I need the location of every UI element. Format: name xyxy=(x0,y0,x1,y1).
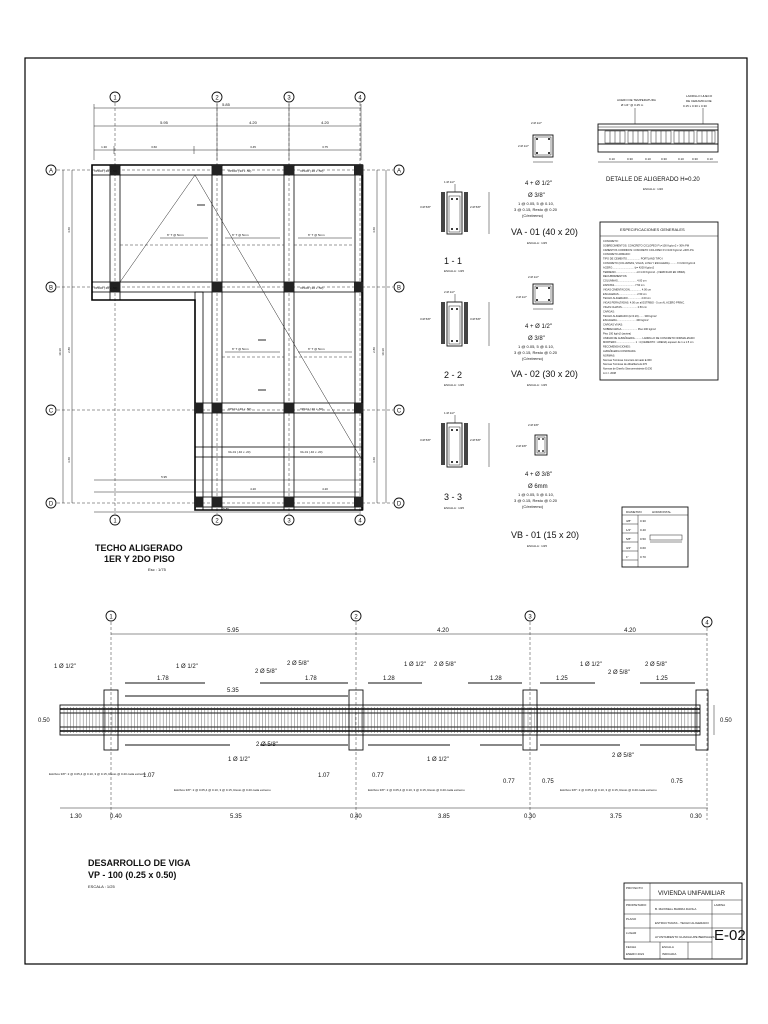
beam-bars: 4 + Ø 1/2" xyxy=(525,181,552,187)
tb-place: AYUNTAMIENTO GUADALUPE BERNALES xyxy=(655,935,715,939)
spec-line: Normas Técnicas de Albañilería E.070 xyxy=(603,363,648,367)
beam-elevation xyxy=(38,611,732,889)
section-rebar-top: 1 Ø 1/2" xyxy=(444,411,455,415)
slab-dim: 0.10 xyxy=(678,157,684,161)
section-scale: ESCALA : 1/25 xyxy=(444,506,465,510)
beam-scale: ESCALA : 1/25 xyxy=(527,383,548,387)
temp-steel-label-1: ACERO DE TEMPERATURA xyxy=(617,98,656,102)
plan-subtitle: 1ER Y 2DO PISO xyxy=(104,554,175,564)
elev-axis-label: 2 xyxy=(354,614,358,621)
beam-spec-3: (C/extremo) xyxy=(522,213,544,218)
top-total-dim: 5.85 xyxy=(222,102,230,107)
tb-project: VIVIENDA UNIFAMILIAR xyxy=(658,891,726,897)
section-rebar-right: 2 Ø 5/8" xyxy=(470,438,481,442)
elev-top-length: 1.25 xyxy=(556,676,568,682)
axis-label: 1 xyxy=(113,95,117,102)
elev-span-2: 4.20 xyxy=(437,628,449,634)
general-specifications xyxy=(600,222,718,380)
beam-rebar-side: 2 Ø 3/8" xyxy=(516,444,527,448)
beam-stirrup: Ø 3/8" xyxy=(528,193,545,199)
stirrup-note: Estribos 3/8": 2 @ 0.05,4 @ 0.10, 3 @ 0.15, Resto @ 0.20 cada extremo xyxy=(560,788,657,792)
brick-label-1: LADRILLO HUECO xyxy=(686,94,713,98)
elev-axis-label: 4 xyxy=(705,620,709,627)
beam-rebar-side: 2 Ø 1/2" xyxy=(516,295,527,299)
elev-bottom-dim: 5.35 xyxy=(230,814,242,820)
slab-dim: 0.10 xyxy=(645,157,651,161)
elev-bottom-length: 1.07 xyxy=(318,773,330,779)
spec-line: TECHO ALIGERADO (H=0.20)....... 300 kg/m2 xyxy=(603,314,657,318)
plan-scale: Esc : 1/75 xyxy=(148,567,166,572)
beam-spec-2: 3 @ 0.15, Resto @ 0.20 xyxy=(514,207,558,212)
brick-blocks xyxy=(605,131,715,143)
elev-bottom-length: 0.75 xyxy=(542,779,554,785)
elev-bottom-dim: 0.40 xyxy=(110,814,122,820)
tb-plan: ESTRUCTURAS - TECHO ALIGERADO xyxy=(655,921,709,925)
beam-name: VA - 01 (40 x 20) xyxy=(511,227,578,237)
splice-diameter: 3/4" xyxy=(626,546,632,550)
top-span-1: 5.95 xyxy=(160,120,168,125)
joist-label: 6" T @ 5mm xyxy=(167,233,184,237)
tb-place-label: LUGAR xyxy=(626,931,637,935)
splice-rows xyxy=(622,519,646,560)
tb-scale-label: ESCALA xyxy=(662,945,674,949)
elev-top-bar: 2 Ø 5/8" xyxy=(608,670,630,676)
stirrup-note: Estribos 3/8": 2 @ 0.05,4 @ 0.10, 3 @ 0.15, Resto @ 0.20 cada extremo xyxy=(49,772,146,776)
spec-lines xyxy=(603,239,696,375)
section-rebar-left: 3 Ø 5/8" xyxy=(420,317,431,321)
beam-rebar-top: 2 Ø 3/8" xyxy=(528,423,539,427)
slab-detail-title: DETALLE DE ALIGERADO H=0.20 xyxy=(606,177,700,183)
bottom-span-3: 4.20 xyxy=(322,487,328,491)
axis-label: A xyxy=(396,168,402,175)
axis-label: 4 xyxy=(358,518,362,525)
elev-top-bar: 1 Ø 1/2" xyxy=(580,662,602,668)
beam-section-va-01 xyxy=(511,121,578,245)
spec-line: TECHO ALIGERADO.................. 2.00 cm xyxy=(603,297,651,301)
beam-stirrup: Ø 6mm xyxy=(528,484,548,490)
elev-bottom-bar: 2 Ø 5/8" xyxy=(256,742,278,748)
beam-spec-2: 3 @ 0.15, Resto @ 0.20 xyxy=(514,498,558,503)
elev-bottom-dim: 0.40 xyxy=(350,814,362,820)
beam-spec-3: (C/extremo) xyxy=(522,356,544,361)
elev-bottom-bar: 2 Ø 5/8" xyxy=(612,753,634,759)
axis-label: 4 xyxy=(358,95,362,102)
slab-dim: 0.30 xyxy=(661,157,667,161)
beam-section-va-02 xyxy=(511,275,578,387)
elevation-title: DESARROLLO DE VIGA xyxy=(88,858,191,868)
spec-line: ZAPATAS............................ 7.50 cm xyxy=(603,284,645,287)
slab-dim: 0.10 xyxy=(609,157,615,161)
elev-top-length: 5.35 xyxy=(227,688,239,694)
spec-line: SOBRECARGA...................... Piso 200 kg/m2 xyxy=(603,328,656,331)
splice-length: 0.70 xyxy=(640,555,646,559)
slab-dim: 0.30 xyxy=(627,157,633,161)
joist-label: 6" T @ 5mm xyxy=(232,347,249,351)
elev-top-length: 1.78 xyxy=(305,676,317,682)
axis-label: C xyxy=(48,408,54,415)
brick-label-2: DE CERAMICA DE xyxy=(686,99,712,103)
section-1-1 xyxy=(420,180,489,273)
elev-bottom-dim: 0.30 xyxy=(524,814,536,820)
elev-bottom-dim: 3.75 xyxy=(610,814,622,820)
elev-height-right: 0.50 xyxy=(720,718,732,724)
stirrup-note: Estribos 3/8": 2 @ 0.05,4 @ 0.10, 3 @ 0.15, Resto @ 0.20 cada extremo xyxy=(174,788,271,792)
spec-line: CONCRETO (COLUMNAS, VIGAS, LOSA Y ESCALERA).......... f'c=210 Kg/cm2 xyxy=(603,262,696,265)
spec-line: UNIDAD DE ALBAÑILERIA.......... LADRILLO DE CONCRETO NORMALIZADO xyxy=(603,336,695,340)
tb-owner-label: PROPIETARIO xyxy=(626,903,647,907)
bottom-total-dim: 5.85 xyxy=(223,507,229,511)
spec-line: CARGAS VIVAS: xyxy=(603,323,623,327)
spec-line: CONCRETO ARMADO: xyxy=(603,253,631,257)
axis-label: 3 xyxy=(287,518,291,525)
splice-length: 0.60 xyxy=(640,546,646,550)
section-rebar-right: 2 Ø 5/8" xyxy=(470,205,481,209)
beam-label: VP100 (.30 x .50) xyxy=(228,169,252,173)
beam-label: VP100 (.30 x .50) xyxy=(300,169,324,173)
elev-bottom-length: 0.77 xyxy=(372,773,384,779)
section-scale: ESCALA : 1/25 xyxy=(444,269,465,273)
section-cut-label: 1 - 1 xyxy=(444,256,463,266)
slab-dim: 0.30 xyxy=(692,157,698,161)
beam-label: VP100 (.30 x .50) xyxy=(94,286,118,290)
elevation-subtitle: VP - 100 (0.25 x 0.50) xyxy=(88,870,177,880)
right-dim-2: 2.80 xyxy=(372,347,376,353)
joist-label: 6" T @ 5mm xyxy=(308,347,325,351)
splice-header-diameter: DIAMETRO xyxy=(626,510,642,514)
top-sub-3: 3.45 xyxy=(250,145,256,149)
axis-label: 2 xyxy=(215,95,219,102)
splice-length: 0.50 xyxy=(640,537,646,541)
spec-line: MORTERO.......................... 1 : 4 (CEMENTO : ARENA) espesor de 1 a 1.5 cm xyxy=(603,341,694,345)
splice-header-horizontal: HORIZONTAL xyxy=(652,510,672,514)
splice-diameter: 1/2" xyxy=(626,528,632,532)
elev-bottom-length: 0.75 xyxy=(671,779,683,785)
axis-label: B xyxy=(48,285,54,292)
spec-line: TIPO DE CEMENTO.................. PORTLAND TIPO I xyxy=(603,257,663,261)
beam-spec-1: 1 @ 0.05, 5 @ 0.10, xyxy=(518,344,554,349)
spec-line: CONCRETO: xyxy=(603,240,619,243)
stirrup-note: Estribos 3/8": 2 @ 0.05,4 @ 0.10, 3 @ 0.15, Resto @ 0.20 cada extremo xyxy=(368,788,465,792)
title-block xyxy=(624,883,746,959)
section-scale: ESCALA : 1/25 xyxy=(444,383,465,387)
elev-top-bar: 1 Ø 1/2" xyxy=(54,664,76,670)
section-rebar-left: 3 Ø 5/8" xyxy=(420,438,431,442)
spec-line: Normas de Diseño Sismorresistente E.030 xyxy=(603,367,653,371)
top-sub-2: 3.60 xyxy=(151,145,157,149)
section-rebar-left: 3 Ø 5/8" xyxy=(420,205,431,209)
beam-label: VP101 (.30 x .50) xyxy=(300,407,324,411)
axis-label: B xyxy=(396,285,402,292)
splice-diameter: 5/8" xyxy=(626,537,632,541)
bottom-span-2: 4.20 xyxy=(250,487,256,491)
left-dim-3: 3.60 xyxy=(67,457,71,463)
top-sub-1: 1.30 xyxy=(101,145,107,149)
axis-label: C xyxy=(396,408,402,415)
beam-scale: ESCALA : 1/25 xyxy=(527,544,548,548)
elev-top-bar: 2 Ø 5/8" xyxy=(287,661,309,667)
beam-label: VP100 (.30 x .50) xyxy=(94,169,118,173)
beam-spec-2: 3 @ 0.15, Resto @ 0.20 xyxy=(514,350,558,355)
axis-label: 2 xyxy=(215,518,219,525)
specs-title: ESPECIFICACIONES GENERALES xyxy=(620,227,685,232)
slab-plan xyxy=(46,92,404,572)
elev-top-length: 1.25 xyxy=(656,676,668,682)
right-dim-3: 3.60 xyxy=(372,457,376,463)
spec-line: A.C.I. 2008 xyxy=(603,372,616,375)
axis-label: D xyxy=(396,501,402,508)
spec-line: VIGAS CIMENTACION................ 4.00 cm xyxy=(603,288,652,292)
top-sub-4: 3.75 xyxy=(322,145,328,149)
beam-label: VA-01 (.40 x .20) xyxy=(228,450,251,454)
splice-length: 0.40 xyxy=(640,528,646,532)
left-total-dim: 10.30 xyxy=(58,348,62,356)
beam-stirrup: Ø 3/8" xyxy=(528,336,545,342)
tb-project-label: PROYECTO xyxy=(626,886,643,890)
elev-span-1: 5.95 xyxy=(227,628,239,634)
elev-height-left: 0.50 xyxy=(38,718,50,724)
elevation-scale: ESCALA : 1/25 xyxy=(88,884,115,889)
tb-plan-label: PLANO xyxy=(626,917,637,921)
elev-bottom-length: 0.77 xyxy=(503,779,515,785)
section-rebar-right: 3 Ø 5/8" xyxy=(470,317,481,321)
section-2-2 xyxy=(420,290,489,387)
beam-spec-1: 1 @ 0.05, 5 @ 0.10, xyxy=(518,492,554,497)
beam-label: VP101 (.30 x .50) xyxy=(228,407,252,411)
elev-top-bar: 2 Ø 5/8" xyxy=(255,669,277,675)
spec-line: VIGAS PERALTADAS: 4.00 cm al ESTRIBO - 5 cm AL ACERO PRINC. xyxy=(603,301,685,305)
beam-bars: 4 + Ø 3/8" xyxy=(525,472,552,478)
joist-label: 6" T @ 5mm xyxy=(308,233,325,237)
elev-bottom-dim: 3.85 xyxy=(438,814,450,820)
spec-line: CARGAS: xyxy=(603,310,615,314)
tb-owner: B. MAXWELL BARRIA DAVILA xyxy=(655,907,697,911)
tb-date-label: FECHA xyxy=(626,945,637,949)
elev-span-3: 4.20 xyxy=(624,628,636,634)
beam-bars: 4 + Ø 1/2" xyxy=(525,324,552,330)
spec-line: RECOMENDACIONES: xyxy=(603,345,631,349)
beam-spec-1: 1 @ 0.05, 5 @ 0.10, xyxy=(518,201,554,206)
elev-bottom-dim: 1.30 xyxy=(70,814,82,820)
slab-detail-scale: ESCALA : 1/20 xyxy=(643,187,664,191)
spec-line: CIMIENTOS CORRIDOS: CONCRETO CICLOPEO F'c=100 Kg/cm2 +30% PG xyxy=(603,248,694,252)
elev-bottom-length: 1.07 xyxy=(143,773,155,779)
tb-date: ENERO 2021 xyxy=(626,952,645,956)
elev-top-bar: 1 Ø 1/2" xyxy=(176,664,198,670)
splice-diameter: 1" xyxy=(626,555,629,559)
plan-title: TECHO ALIGERADO xyxy=(95,543,183,553)
spec-line: ALBAÑILERIA CONFINADA xyxy=(603,350,636,353)
section-3-3 xyxy=(420,411,489,510)
axis-label: D xyxy=(48,501,54,508)
spec-line: Normas Técnicas Concreto Armado E.060 xyxy=(603,358,652,362)
beam-name: VA - 02 (30 x 20) xyxy=(511,369,578,379)
section-rebar-top: 1 Ø 1/2" xyxy=(444,180,455,184)
spec-line: TERRENO............................ σt=1.00 Kg/cm2 - (VERIFICAR EN OBRA) xyxy=(603,270,686,274)
elev-top-bar: 2 Ø 5/8" xyxy=(645,662,667,668)
beam-name: VB - 01 (15 x 20) xyxy=(511,530,580,540)
axis-label: 1 xyxy=(113,518,117,525)
spec-line: Piso 100 kg/m2 (azotea) xyxy=(603,332,632,336)
elev-top-bar: 2 Ø 5/8" xyxy=(434,662,456,668)
spec-line: SOBRECIMIENTOS: CONCRETO CICLOPEO F'c=100 Kg/cm2 + 30% PM xyxy=(603,244,690,248)
right-total-dim: 10.30 xyxy=(381,348,385,356)
bottom-span-1: 5.95 xyxy=(161,475,167,479)
beam-label: VP100 (.30 x .50) xyxy=(300,286,324,290)
beam-rebar-side: 2 Ø 1/2" xyxy=(518,144,529,148)
elev-bottom-dim: 0.30 xyxy=(690,814,702,820)
elev-axis-label: 1 xyxy=(109,614,113,621)
section-rebar-top: 2 Ø 1/2" xyxy=(444,290,455,294)
tb-sheet-label: LAMINA xyxy=(714,903,726,907)
beam-label: VA-01 (.40 x .20) xyxy=(300,450,323,454)
elev-top-length: 1.28 xyxy=(490,676,502,682)
left-dim-2: 2.80 xyxy=(67,347,71,353)
spec-line: COLUMNAS.......................... 4.00 cm xyxy=(603,279,647,283)
spec-line: ESCALERAS......................... 2.50 cm xyxy=(603,292,647,296)
beam-spec-3: (C/extremo) xyxy=(522,504,544,509)
beam-scale: ESCALA : 1/25 xyxy=(527,241,548,245)
section-cut-label: 3 - 3 xyxy=(444,492,463,502)
splice-table xyxy=(622,507,688,567)
top-span-3: 4.20 xyxy=(321,120,329,125)
elev-top-length: 1.78 xyxy=(157,676,169,682)
spec-line: VIGAS CHATAS..................... 2.50 cm xyxy=(603,306,647,309)
elev-top-bar: 1 Ø 1/2" xyxy=(404,662,426,668)
section-cut-label: 2 - 2 xyxy=(444,370,463,380)
spec-line: ESCALERA.......................... 400 kg/m2 xyxy=(603,319,649,323)
elev-axis-label: 3 xyxy=(528,614,532,621)
spec-line: NORMAS: xyxy=(603,354,616,358)
beam-rebar-top: 2 Ø 1/2" xyxy=(528,275,539,279)
splice-diameter: 3/8" xyxy=(626,519,632,523)
splice-length: 0.30 xyxy=(640,519,646,523)
slab-detail xyxy=(598,94,718,191)
axis-label: A xyxy=(48,168,54,175)
elev-bottom-bar: 1 Ø 1/2" xyxy=(228,757,250,763)
spec-line: RECUBRIMIENTOS: xyxy=(603,275,628,279)
right-dim-1: 4.60 xyxy=(372,227,376,233)
tb-scale: INDICADA xyxy=(662,952,677,956)
spec-line: ACERO.............................. fy= 4200 Kg/cm2 xyxy=(603,266,655,270)
axis-label: 3 xyxy=(287,95,291,102)
top-span-2: 4.20 xyxy=(249,120,257,125)
left-dim-1: 4.60 xyxy=(67,227,71,233)
beam-rebar-top: 2 Ø 1/2" xyxy=(531,121,542,125)
slab-dim: 0.10 xyxy=(707,157,713,161)
beam-section-vb-01 xyxy=(511,423,579,548)
stirrups xyxy=(64,707,698,733)
elev-bottom-bar: 1 Ø 1/2" xyxy=(427,757,449,763)
joist-label: 6" T @ 5mm xyxy=(232,233,249,237)
elev-top-length: 1.28 xyxy=(383,676,395,682)
brick-label-3: 0.15 x 0.30 x 0.30 xyxy=(683,104,707,108)
temp-steel-label-2: Ø 1/4" @ 0.25 m xyxy=(621,103,644,107)
tb-sheet-number: E-02 xyxy=(714,927,746,944)
